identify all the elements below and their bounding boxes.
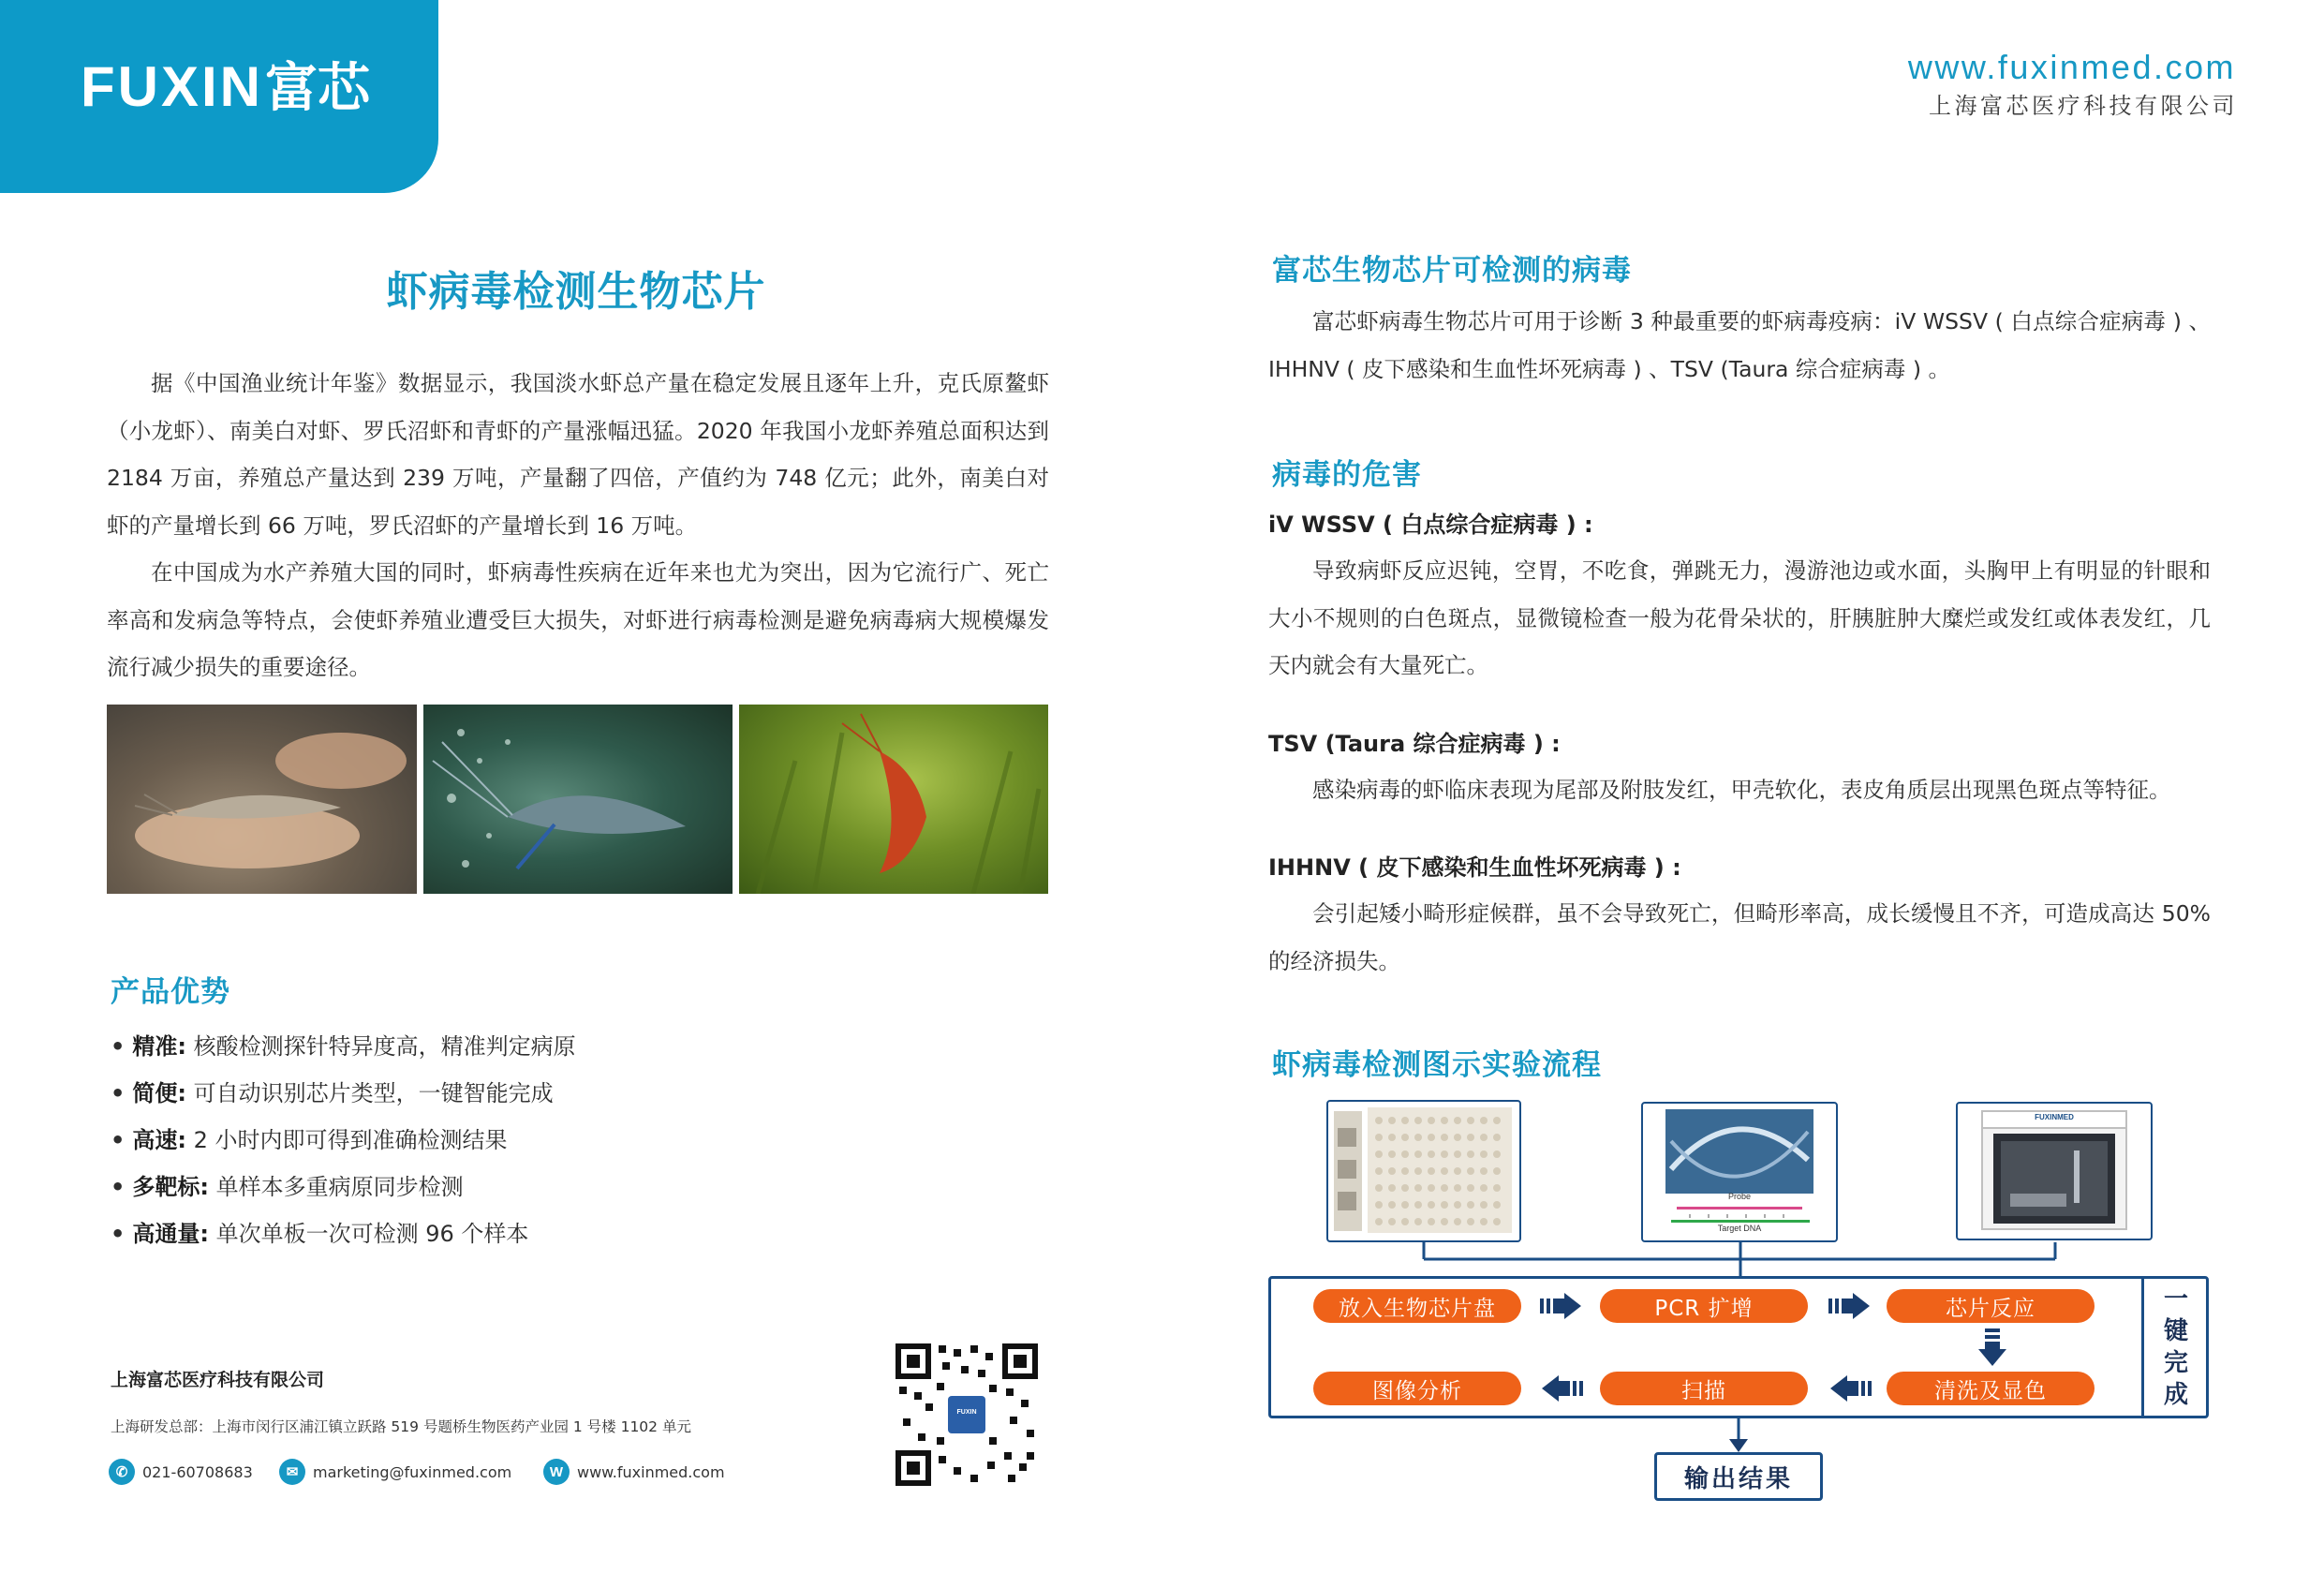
advantages-list xyxy=(111,1023,576,1257)
phone-icon: ✆ xyxy=(109,1459,135,1485)
email-address: marketing@fuxinmed.com xyxy=(313,1462,512,1481)
arrow-right-icon xyxy=(1828,1293,1872,1319)
arrow-down-icon xyxy=(1978,1328,2006,1366)
advantage-text: 单样本多重病原同步检测 xyxy=(215,1174,464,1200)
ihhnv-heading: IHHNV ( 皮下感染和生血性坏死病毒 ) : xyxy=(1268,854,1681,881)
phone-number: 021-60708683 xyxy=(142,1462,253,1481)
biochip-plate-image xyxy=(1326,1100,1521,1242)
one-click-complete-label: 一 键 完 成 xyxy=(2163,1285,2188,1409)
qr-code[interactable] xyxy=(896,1343,1038,1486)
workflow-divider xyxy=(2141,1276,2144,1418)
pcr-dna-image xyxy=(1641,1102,1838,1242)
shrimp-underwater-photo xyxy=(423,705,733,894)
mail-icon: ✉ xyxy=(279,1459,305,1485)
contact-email[interactable] xyxy=(279,1458,511,1486)
advantage-text: 可自动识别芯片类型，一键智能完成 xyxy=(193,1080,554,1106)
advantage-label: 多靶标: xyxy=(132,1174,209,1200)
detectable-virus-paragraph: 富芯虾病毒生物芯片可用于诊断 3 种最重要的虾病毒疫病：iV WSSV ( 白点综合症病毒 ) 、IHHNV ( 皮下感染和生血性坏死病毒 ) 、TSV (Taura 综合症病毒 ) 。 xyxy=(1268,308,2211,382)
intro-paragraph-2: 在中国成为水产养殖大国的同时，虾病毒性疾病在近年来也尤为突出，因为它流行广、死亡率高和发病急等特点，会使虾养殖业遭受巨大损失，对虾进行病毒检测是避免病毒病大规模爆发流行减少损失的重要途径。 xyxy=(107,559,1049,680)
web-icon: W xyxy=(543,1459,570,1485)
tsv-heading: TSV (Taura 综合症病毒 ) : xyxy=(1268,731,1561,757)
arrow-right-icon xyxy=(1540,1293,1583,1319)
instrument-brand-label: FUXINMED xyxy=(2035,1113,2074,1121)
advantage-text: 2 小时内即可得到准确检测结果 xyxy=(193,1127,508,1153)
intro-paragraph-1: 据《中国渔业统计年鉴》数据显示，我国淡水虾总产量在稳定发展且逐年上升，克氏原鳌虾（小龙虾）、南美白对虾、罗氏沼虾和青虾的产量涨幅迅猛。2020 年我国小龙虾养殖总面积达到 2184 万亩，养殖总产量达到 239 万吨，产量翻了四倍，产值约为 748 亿元；此外，南美白对虾的产量增长到 66 万吨，罗氏沼虾的产量增长到 16 万吨。 xyxy=(107,370,1049,539)
target-dna-label: Target DNA xyxy=(1717,1224,1762,1233)
list-item: • 多靶标: 单样本多重病原同步检测 xyxy=(111,1174,464,1200)
arrow-left-icon xyxy=(1828,1375,1872,1402)
ihhnv-paragraph: 会引起矮小畸形症候群，虽不会导致死亡，但畸形率高，成长缓慢且不齐，可造成高达 50% 的经济损失。 xyxy=(1268,900,2211,974)
wssv-paragraph: 导致病虾反应迟钝，空胃，不吃食，弹跳无力，漫游池边或水面，头胸甲上有明显的针眼和大小不规则的白色斑点，显微镜检查一般为花骨朵状的，肝胰脏肿大糜烂或发红或体表发红，几天内就会有大量死亡。 xyxy=(1268,557,2211,678)
website-link: www.fuxinmed.com xyxy=(577,1462,725,1481)
advantage-text: 单次单板一次可检测 96 个样本 xyxy=(215,1221,529,1247)
footer-company-name: 上海富芯医疗科技有限公司 xyxy=(111,1370,325,1390)
shrimp-in-hand-photo xyxy=(107,705,417,894)
step-wash-develop: 清洗及显色 xyxy=(1887,1372,2095,1405)
workflow-title: 虾病毒检测图示实验流程 xyxy=(1272,1048,1602,1082)
virus-harm-title: 病毒的危害 xyxy=(1272,458,1422,492)
red-shrimp-photo xyxy=(739,705,1048,894)
advantage-label: 精准: xyxy=(132,1033,186,1060)
company-name-header: 上海富芯医疗科技有限公司 xyxy=(1929,93,2238,119)
wssv-text xyxy=(1268,547,2211,690)
website-url[interactable]: www.fuxinmed.com xyxy=(1907,48,2236,86)
list-item: • 高速: 2 小时内即可得到准确检测结果 xyxy=(111,1127,508,1153)
logo-text-cn: 富芯 xyxy=(265,58,370,119)
intro-text xyxy=(107,360,1049,691)
list-item: • 简便: 可自动识别芯片类型，一键智能完成 xyxy=(111,1080,554,1106)
step-chip-reaction: 芯片反应 xyxy=(1887,1289,2095,1323)
tsv-text xyxy=(1268,766,2211,814)
advantage-label: 简便: xyxy=(132,1080,186,1106)
advantages-title: 产品优势 xyxy=(111,975,230,1009)
ihhnv-text xyxy=(1268,890,2211,985)
qr-center-label: FUXIN xyxy=(956,1409,977,1416)
contact-phone[interactable] xyxy=(109,1458,253,1486)
advantage-label: 高通量: xyxy=(132,1221,209,1247)
arrow-left-icon xyxy=(1540,1375,1583,1402)
logo-text-en: FUXIN xyxy=(81,55,263,118)
footer-address: 上海研发总部：上海市闵行区浦江镇立跃路 519 号题桥生物医药产业园 1 号楼 1102 单元 xyxy=(111,1418,691,1435)
wssv-heading: iV WSSV ( 白点综合症病毒 ) : xyxy=(1268,512,1593,538)
advantage-text: 核酸检测探针特异度高，精准判定病原 xyxy=(193,1033,576,1060)
advantage-label: 高速: xyxy=(132,1127,186,1153)
contact-website[interactable] xyxy=(543,1458,725,1486)
detectable-virus-title: 富芯生物芯片可检测的病毒 xyxy=(1272,254,1632,288)
image-connector-lines xyxy=(1268,1237,2209,1280)
probe-label: Probe xyxy=(1727,1192,1752,1201)
logo-banner xyxy=(0,0,438,193)
step-scan: 扫描 xyxy=(1600,1372,1808,1405)
step-pcr-amplify: PCR 扩增 xyxy=(1600,1289,1808,1323)
output-result-box: 输出结果 xyxy=(1654,1452,1823,1501)
arrow-down-output-icon xyxy=(1727,1418,1750,1454)
page-title: 虾病毒检测生物芯片 xyxy=(386,268,766,316)
instrument-image xyxy=(1956,1102,2153,1240)
list-item: • 精准: 核酸检测探针特异度高，精准判定病原 xyxy=(111,1033,576,1060)
tsv-paragraph: 感染病毒的虾临床表现为尾部及附肢发红，甲壳软化，表皮角质层出现黑色斑点等特征。 xyxy=(1312,777,2171,803)
list-item: • 高通量: 单次单板一次可检测 96 个样本 xyxy=(111,1221,529,1247)
step-load-biochip: 放入生物芯片盘 xyxy=(1313,1289,1521,1323)
detectable-virus-text xyxy=(1268,298,2211,393)
step-image-analysis: 图像分析 xyxy=(1313,1372,1521,1405)
brand-logo xyxy=(81,54,370,122)
